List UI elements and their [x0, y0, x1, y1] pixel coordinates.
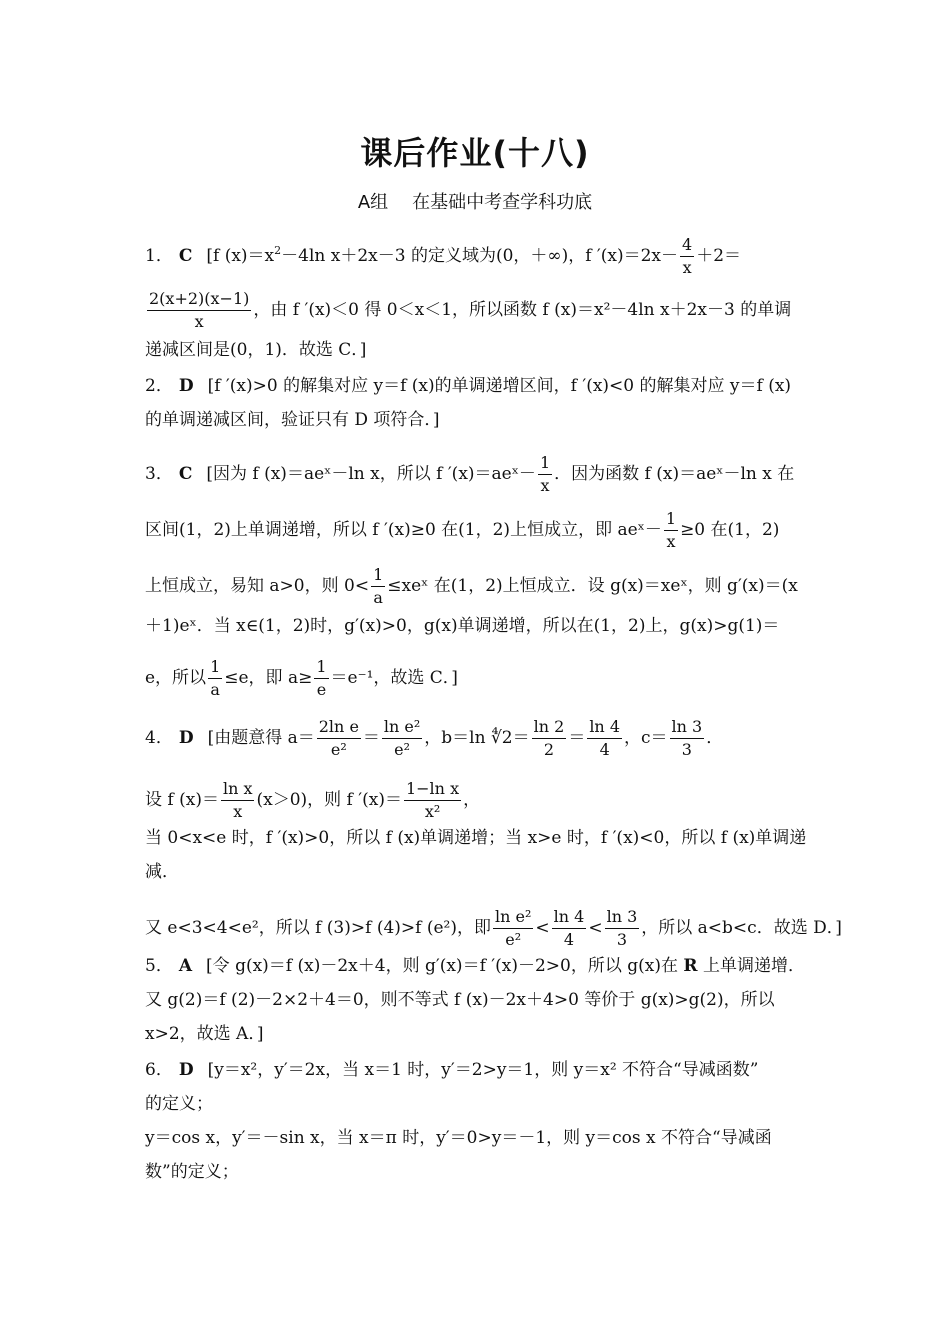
- fraction: $\frac{\text{ln e²}}{\text{e²}}$: [495, 907, 532, 949]
- p6-line3: y＝cos x，y′＝－sin x，当 x＝π 时，y′＝0>y＝－1，则 y＝cos x 不符合“导减函: [145, 1128, 772, 1148]
- p5-line3: x>2，故选 A．]: [145, 1024, 264, 1044]
- p3-line1: 3． C [因为 f (x)＝aeˣ－ln x，所以 f ′(x)＝aeˣ－ $\frac{1}{x}$ ．因为函数 f (x)＝aeˣ－ln x 在: [145, 453, 795, 495]
- p5-line1: 5． A [令 g(x)＝f (x)－2x＋4，则 g′(x)＝f ′(x)－2>0，所以 g(x)在 R 上单调递增．: [145, 956, 805, 976]
- fraction: $\frac{2(x+2)(x-1)}{x}$: [149, 289, 250, 331]
- answer-letter: C: [178, 246, 193, 266]
- fraction: $\frac{\ln 4}{4}$: [589, 717, 620, 759]
- p2-line1: 2． D [f ′(x)>0 的解集对应 y＝f (x)的单调递增区间，f ′(x)<0 的解集对应 y＝f (x): [145, 376, 792, 396]
- group-title: 在基础中考查学科功底: [412, 192, 593, 213]
- p3-line5: e，所以 $\frac{1}{a}$ ≤e，即 a≥ $\frac{1}{e}$ ＝e⁻¹，故选 C．]: [145, 657, 458, 699]
- answer-letter: D: [178, 1060, 194, 1080]
- fraction: $\frac{\text{1−ln x}}{\text{x²}}$: [405, 779, 460, 821]
- answer-letter: D: [178, 728, 194, 748]
- p3-line4: ＋1)eˣ．当 x∈(1，2)时，g′(x)>0，g(x)单调递增，所以在(1，2)上，g(x)>g(1)＝: [145, 616, 780, 636]
- answer-letter: C: [178, 464, 193, 484]
- fraction: $\frac{\ln 2}{2}$: [533, 717, 565, 759]
- p4-line4: 减．: [145, 862, 179, 882]
- p3-line2: 区间(1，2)上单调递增，所以 f ′(x)≥0 在(1，2)上恒成立，即 aeˣ－ $\frac{1}{x}$ ≥0 在(1，2): [145, 509, 780, 551]
- p2-line2: 的单调递减区间，验证只有 D 项符合．]: [145, 410, 440, 430]
- section-subtitle: [0, 188, 950, 214]
- fraction: $\frac{\text{2ln e}}{\text{e²}}$: [318, 717, 359, 759]
- fraction: $\frac{\text{ln x}}{x}$: [222, 779, 253, 821]
- p1-line2: $\frac{2(x+2)(x-1)}{x}$ ，由 f ′(x)＜0 得 0＜x＜1，所以函数 f (x)＝x²－4ln x＋2x－3 的单调: [149, 289, 792, 331]
- answer-letter: D: [178, 376, 194, 396]
- p5-line2: 又 g(2)＝f (2)－2×2＋4＝0，则不等式 f (x)－2x＋4>0 等价于 g(x)>g(2)，所以: [145, 990, 775, 1010]
- p6-line4: 数”的定义；: [145, 1162, 239, 1182]
- fraction: $\frac{\ln 4}{4}$: [553, 907, 585, 949]
- group-label: A组: [357, 192, 389, 213]
- p1-line3: 递减区间是(0，1)．故选 C．]: [145, 340, 367, 360]
- p4-line3: 当 0<x<e 时，f ′(x)>0，所以 f (x)单调递增；当 x>e 时，f ′(x)<0，所以 f (x)单调递: [145, 828, 807, 848]
- fraction: $\frac{1}{x}$: [539, 453, 551, 495]
- fraction: $\frac{\text{ln e²}}{\text{e²}}$: [383, 717, 421, 759]
- fraction: $\frac{1}{a}$: [373, 565, 384, 607]
- fraction: $\frac{1}{x}$: [665, 509, 677, 551]
- p4-line1: 4． D [由题意得 a＝ $\frac{\text{2ln e}}{\text{e²}}$ ＝ $\frac{\text{ln e²}}{\text{e²}}$ ，b＝ln ∜2＝ $\frac{\ln 2}{2}$ ＝ $\frac{\ln 4}{4}$ ，c＝ $\frac{\ln 3}{3}$ ．: [145, 717, 724, 759]
- page-title: 课后作业(十八): [360, 134, 590, 172]
- p4-line2: 设 f (x)＝ $\frac{\text{ln x}}{x}$ (x＞0)，则 f ′(x)＝ $\frac{\text{1−ln x}}{\text{x²}}$ ，: [145, 779, 481, 821]
- fraction: $\frac{1}{e}$: [316, 657, 327, 699]
- p3-line3: 上恒成立，易知 a>0，则 0< $\frac{1}{a}$ ≤xeˣ 在(1，2)上恒成立．设 g(x)＝xeˣ，则 g′(x)＝(x: [145, 565, 798, 607]
- p6-line1: 6． D [y＝x²，y′＝2x，当 x＝1 时，y′＝2>y＝1，则 y＝x² 不符合“导减函数”: [145, 1060, 759, 1080]
- p1-line1: 1． C [f $(x)=x^2-4\ln$ x＋2x－3 的定义域为(0，＋∞)，f ′(x)＝2x－ $\frac{4}{x}$ ＋2＝: [145, 235, 742, 277]
- p4-line5: 又 e<3<4<e²，所以 f (3)>f (4)>f (e²)，即 $\frac{\text{ln e²}}{\text{e²}}$ < $\frac{\ln 4}{4}$ < $\frac{\ln 3}{3}$ ，所以 a<b<c．故选 D．]: [145, 907, 842, 949]
- fraction: $\frac{\ln 3}{3}$: [606, 907, 638, 949]
- answer-letter: A: [178, 956, 193, 976]
- fraction: $\frac{\ln 3}{3}$: [671, 717, 703, 759]
- fraction: $\frac{1}{a}$: [210, 657, 221, 699]
- p6-line2: 的定义；: [145, 1094, 213, 1114]
- fraction: $\frac{4}{x}$: [682, 235, 693, 277]
